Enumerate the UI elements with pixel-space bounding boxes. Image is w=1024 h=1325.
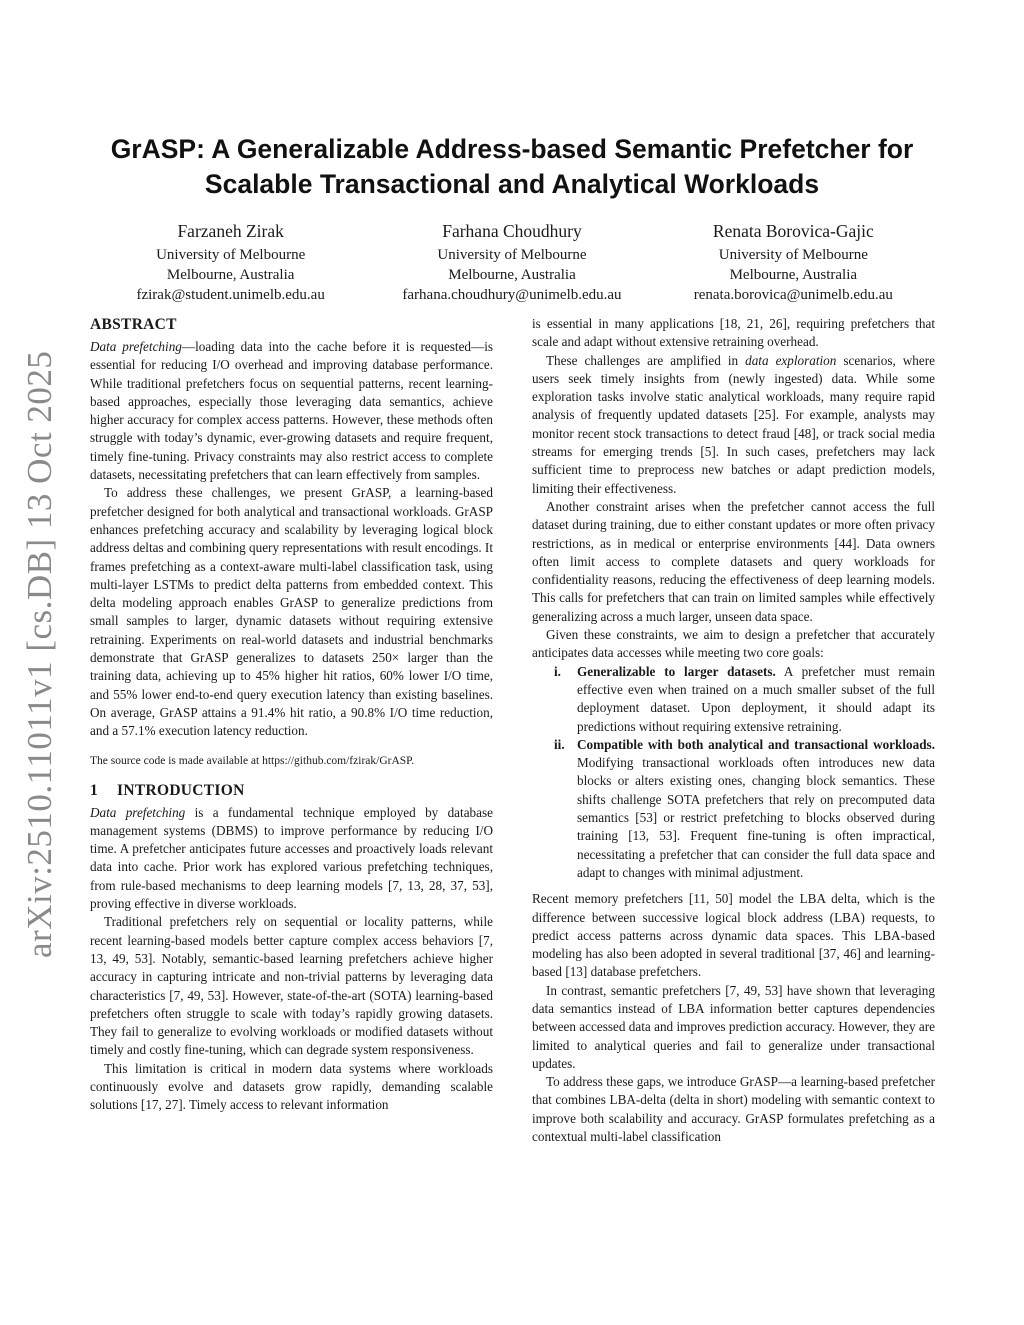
- abstract-text: —loading data into the cache before it is requested—is essential for reducing I/O overhead and improving database performance. While traditional prefetchers focus on sequential patterns, recent learning-based approaches, especially those leveraging data semantics, achieve higher accuracy for complex access patterns. However, these methods often struggle with today’s dynamic, ever-growing datasets and require frequent, timely fine-tuning. Privacy constraints may also restrict access to complete datasets, necessitating prefetchers that can learn effectively from samples.: [90, 339, 494, 483]
- intro-paragraph-8: Recent memory prefetchers [11, 50] model the LBA delta, which is the difference between successive logical block address (LBA) requests, to predict access patterns across dynamic data spaces. This LBA-based modeling has also been adopted in several traditional [37, 46] and learning-based [13] database prefetchers.: [532, 891, 935, 980]
- introduction-heading: [90, 781, 493, 801]
- author-email: farhana.choudhury@unimelb.edu.au: [402, 287, 622, 303]
- arxiv-identifier: arXiv:2510.11011v1 [cs.DB] 13 Oct 2025: [20, 350, 59, 958]
- intro-paragraph-9: In contrast, semantic prefetchers [7, 49, 53] have shown that leveraging data semantics instead of LBA information better captures dependencies between accessed data and improves prediction accuracy. However, they are limited to analytical queries and fail to generalize under transactional updates.: [532, 982, 935, 1071]
- intro-text: is a fundamental technique employed by database management systems (DBMS) to improve performance by reducing I/O time. A prefetcher anticipates future accesses and proactively loads relevant data into cache. Prior work has explored various prefetching techniques, from rule-based mechanisms to deep learning models [7, 13, 28, 37, 53], proving effective in diverse workloads.: [90, 804, 493, 912]
- intro-term: data exploration: [745, 352, 837, 368]
- intro-paragraph-3: This limitation is critical in modern data systems where workloads continuously evolve and datasets grow rapidly, demanding scalable solutions [17, 27]. Timely access to relevant information: [90, 1060, 493, 1113]
- intro-text: scenarios, where users seek timely insights from (newly ingested) data. While some exploration tasks involve static analytical workloads, many require rapid analysis of frequently updated datasets [25]. For example, analysts may monitor recent stock transactions to detect fraud [48], or track social media streams for emerging trends [5]. In such cases, prefetchers may lack sufficient time to preprocess new batches or adapt prediction models, limiting their effectiveness.: [532, 352, 935, 496]
- author-name: Farzaneh Zirak: [177, 221, 284, 241]
- section-number: 1: [90, 781, 99, 799]
- goal-text: A prefetcher must remain effective even when trained on a much smaller subset of the full deployment dataset. Upon deployment, it should adapt its predictions without requiring extensive retraining.: [577, 663, 935, 734]
- intro-text: These challenges are amplified in: [546, 352, 746, 368]
- abstract-paragraph-1: [90, 338, 493, 484]
- goal-item-1: [532, 663, 935, 736]
- source-code-note: The source code is made available at https://github.com/fzirak/GrASP.: [90, 754, 415, 767]
- author-email: fzirak@student.unimelb.edu.au: [136, 287, 325, 303]
- author-1: [90, 218, 371, 305]
- abstract-paragraph-2: To address these challenges, we present GrASP, a learning-based prefetcher designed for both analytical and transactional workloads. GrASP enhances prefetching accuracy and scalability by leveraging logical block address deltas and combining query representations with result encodings. It frames prefetching as a context-aware multi-label classification task, using multi-layer LSTMs to predict delta patterns from embedded context. This delta modeling approach enables GrASP to generalize predictions from small samples to larger, dynamic datasets without requiring extensive retraining. Experiments on real-world datasets and industrial benchmarks demonstrate that GrASP generalizes to datasets 250× larger than the training data, achieving up to 45% higher hit ratios, 60% lower I/O time, and 55% lower end-to-end query execution latency than existing baselines. On average, GrASP attains a 91.4% hit ratio, a 90.8% I/O time reduction, and a 57.1% execution latency reduction.: [90, 485, 493, 739]
- right-column: [532, 315, 935, 1146]
- author-email: renata.borovica@unimelb.edu.au: [693, 287, 893, 303]
- intro-paragraph-10: To address these gaps, we introduce GrASP—a learning-based prefetcher that combines LBA-delta (delta in short) modeling with semantic context to improve both scalability and accuracy. GrASP formulates prefetching as a contextual multi-label classification: [532, 1074, 935, 1145]
- intro-paragraph-6: Another constraint arises when the prefetcher cannot access the full dataset during training, due to either constant updates or more often privacy restrictions, as in medical or enterprise environments [44]. Data owners often limit access to complete datasets and query workloads for confidentiality reasons, reducing the effectiveness of deep learning models. This calls for prefetchers that can train on limited samples while effectively generalizing across a much larger, unseen data space.: [532, 498, 935, 624]
- intro-paragraph-1: [90, 804, 493, 914]
- author-name: Farhana Choudhury: [442, 221, 582, 241]
- intro-paragraph-5: [532, 352, 935, 498]
- author-name: Renata Borovica-Gajic: [712, 221, 874, 241]
- goal-title: Generalizable to larger datasets.: [577, 663, 776, 679]
- author-3: [653, 218, 934, 305]
- left-column: [90, 315, 493, 1115]
- section-title: INTRODUCTION: [117, 781, 245, 799]
- goal-label: ii.: [554, 736, 565, 752]
- abstract-term: Data prefetching: [90, 339, 182, 354]
- abstract-heading: ABSTRACT: [90, 316, 177, 333]
- intro-paragraph-2: Traditional prefetchers rely on sequential or locality patterns, while recent learning-based models better capture complex access behaviors [7, 13, 49, 53]. Notably, semantic-based learning prefetchers achieve higher accuracy in capturing intricate and non-trivial patterns by leveraging data characteristics [7, 49, 53]. However, state-of-the-art (SOTA) learning-based prefetchers often struggle to scale with today’s rapidly growing datasets. They fail to generalize to evolving workloads or modified datasets without timely and costly fine-tuning, which can degrade system responsiveness.: [90, 914, 493, 1058]
- author-block: [90, 218, 934, 305]
- author-affiliation: University of Melbourne: [718, 247, 868, 263]
- author-affiliation: University of Melbourne: [156, 247, 306, 263]
- goal-label: i.: [554, 663, 561, 679]
- goal-item-2: [532, 736, 935, 882]
- author-2: [371, 218, 652, 305]
- intro-paragraph-4: is essential in many applications [18, 21, 26], requiring prefetchers that scale and adapt without extensive retraining overhead.: [532, 316, 935, 350]
- goal-title: Compatible with both analytical and transactional workloads.: [577, 736, 935, 752]
- author-location: Melbourne, Australia: [729, 267, 858, 283]
- title-line-2: Scalable Transactional and Analytical Workloads: [204, 169, 820, 199]
- intro-term: Data prefetching: [90, 804, 186, 820]
- paper-title: [80, 132, 944, 202]
- author-location: Melbourne, Australia: [448, 267, 576, 283]
- author-affiliation: University of Melbourne: [437, 247, 587, 263]
- title-line-1: GrASP: A Generalizable Address-based Semantic Prefetcher for: [110, 134, 914, 164]
- goal-text: Modifying transactional workloads often introduces new data blocks or alters existing ones, changing block semantics. These shifts challenge SOTA prefetchers that rely on precomputed data semantics [53] or restrict prefetching to blocks observed during training [13, 53]. Frequent fine-tuning is often impractical, necessitating a prefetcher that can consider the full data space and adapt to changes with minimal adjustment.: [577, 755, 935, 880]
- intro-paragraph-7: Given these constraints, we aim to design a prefetcher that accurately anticipates data accesses while meeting two core goals:: [532, 627, 935, 661]
- author-location: Melbourne, Australia: [166, 267, 295, 283]
